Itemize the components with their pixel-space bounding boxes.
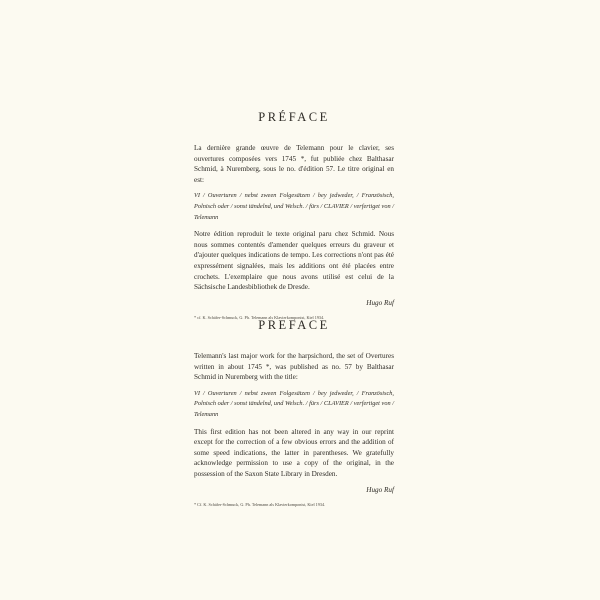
english-paragraph-1: Telemann's last major work for the harpsichord, the set of Overtures written in about 1745 *, was published as no. 57 by Balthasar Schmid in Nuremberg with the title:: [194, 352, 394, 382]
french-preface: [194, 110, 394, 321]
french-paragraph-1: La dernière grande œuvre de Telemann pour le clavier, ses ouvertures composées vers 1745 *, fut publiée chez Balthasar Schmid, à Nuremberg, sous le no. d'édition 57. Le titre original en est:: [194, 144, 394, 184]
english-signature: Hugo Ruf: [366, 485, 394, 494]
french-original-title: VI / Ouverturen / nebst zween Folgesätzen / bey jedweder, / Französisch, Polnisch oder / sonst tändelnd, und Welsch. / fürs / CLAVIER / verfertiget von / Telemann: [194, 192, 394, 221]
french-paragraph-2: Notre édition reproduit le texte original paru chez Schmid. Nous nous sommes contentés d'amender quelques erreurs du graveur et d'ajouter quelques indications de tempo. Les corrections n'ont pas été expressément signalées, mais les additions ont été placées entre crochets. L'exemplaire que nous avons utilisé est celui de la Sächsische Landesbibliothek de Dresde.: [194, 230, 394, 292]
french-heading: PRÉFACE: [258, 110, 330, 124]
french-footnote: * cf. K. Schäfer-Schmuck, G. Ph. Telemann als Klavierkomponist, Kiel 1934.: [194, 314, 325, 320]
english-paragraph-2: This first edition has not been altered in any way in our reprint except for the correction of a few obvious errors and the addition of some speed indications, the latter in parentheses. We gratefully acknowledge permission to use a copy of the original, in the possession of the Saxon State Library in Dresden.: [194, 427, 394, 478]
english-preface: [194, 318, 394, 508]
french-signature: Hugo Ruf: [366, 298, 394, 307]
english-original-title: VI / Ouverturen / nebst zween Folgesätzen / bey jedweder, / Französisch, Polnisch oder / sonst tändelnd, und Welsch. / fürs / CLAVIER / verfertiget von / Telemann: [194, 389, 394, 418]
english-heading: PREFACE: [258, 318, 330, 332]
english-footnote: * Cf. K. Schäfer-Schmuck, G. Ph. Telemann als Klavierkomponist, Kiel 1934.: [194, 501, 326, 507]
